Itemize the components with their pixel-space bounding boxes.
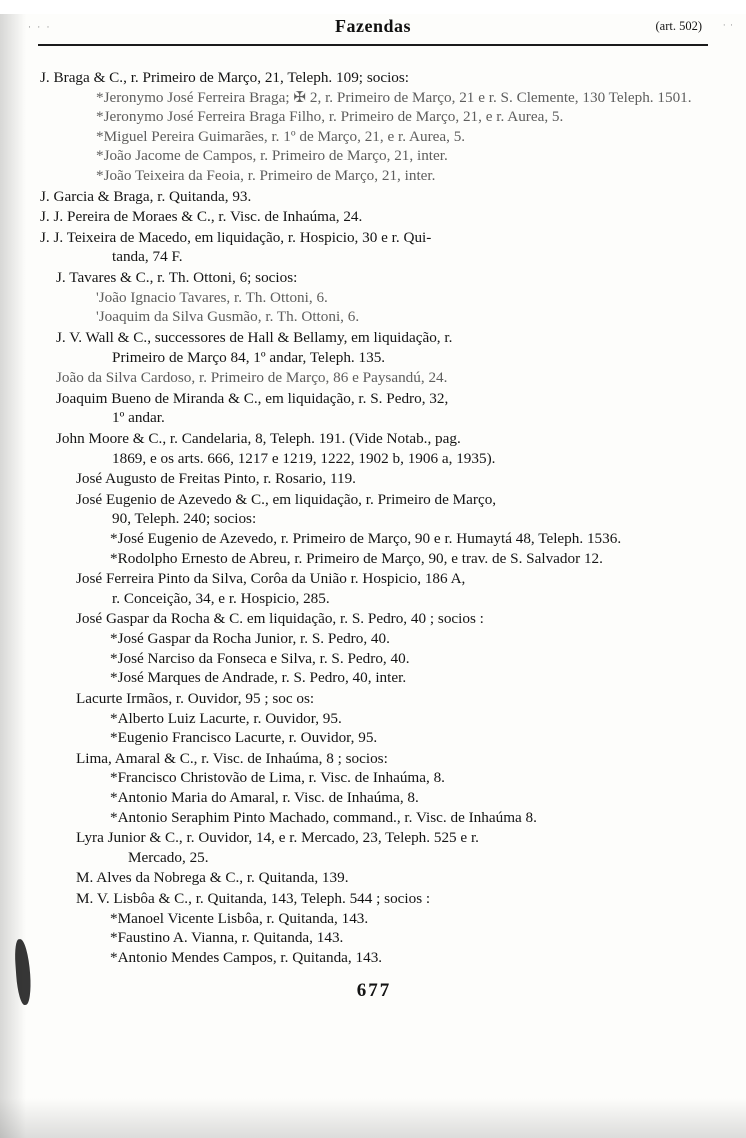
entry-subline: *José Narciso da Fonseca e Silva, r. S. Pedro, 40. bbox=[110, 649, 410, 667]
list-item bbox=[40, 889, 708, 967]
list-item bbox=[40, 689, 708, 748]
entry-line: João da Silva Cardoso, r. Primeiro de Março, 86 e Paysandú, 24. bbox=[56, 369, 448, 387]
entry-line: José Augusto de Freitas Pinto, r. Rosario, 119. bbox=[76, 470, 356, 488]
entry-subline: *Antonio Mendes Campos, r. Quitanda, 143. bbox=[110, 948, 383, 966]
entry-line: Lacurte Irmãos, r. Ouvidor, 95 ; soc os: bbox=[76, 689, 315, 707]
list-item bbox=[40, 207, 708, 227]
article-reference: (art. 502) bbox=[655, 19, 702, 33]
entry-line-continuation: 90, Teleph. 240; socios: bbox=[112, 510, 257, 528]
scan-edge-shadow-left bbox=[0, 14, 26, 1138]
entry-line-continuation: 1º andar. bbox=[112, 409, 165, 427]
entry-subline: 'Joaquim da Silva Gusmão, r. Th. Ottoni, 6. bbox=[96, 308, 360, 326]
page-number: 677 bbox=[356, 980, 392, 1002]
entry-subline: *João Teixeira da Feoia, r. Primeiro de Março, 21, inter. bbox=[96, 167, 436, 185]
list-item bbox=[40, 368, 708, 388]
entry-line: John Moore & C., r. Candelaria, 8, Teleph. 191. (Vide Notab., pag. bbox=[56, 429, 461, 447]
entry-subline: *Faustino A. Vianna, r. Quitanda, 143. bbox=[110, 929, 344, 947]
scan-edge-shadow-bottom bbox=[0, 1098, 746, 1138]
entry-subline: *Francisco Christovão de Lima, r. Visc. de Inhaúma, 8. bbox=[110, 769, 445, 787]
entry-line: M. Alves da Nobrega & C., r. Quitanda, 139. bbox=[76, 869, 349, 887]
list-item bbox=[40, 68, 708, 186]
entry-subline: *Antonio Seraphim Pinto Machado, command., r. Visc. de Inhaúma 8. bbox=[110, 808, 537, 826]
entry-line: José Ferreira Pinto da Silva, Corôa da União r. Hospicio, 186 A, bbox=[76, 570, 466, 588]
list-item bbox=[40, 268, 708, 327]
list-item bbox=[40, 749, 708, 827]
entry-line: J. Garcia & Braga, r. Quitanda, 93. bbox=[40, 187, 252, 205]
header-rule bbox=[38, 44, 708, 46]
list-item bbox=[40, 569, 708, 608]
entry-subline: *Manoel Vicente Lisbôa, r. Quitanda, 143. bbox=[110, 909, 369, 927]
list-item bbox=[40, 389, 708, 428]
list-item bbox=[40, 429, 708, 468]
entry-line: J. Braga & C., r. Primeiro de Março, 21, Teleph. 109; socios: bbox=[40, 69, 410, 86]
entry-subline: *Alberto Luiz Lacurte, r. Ouvidor, 95. bbox=[110, 709, 342, 727]
list-item bbox=[40, 228, 708, 267]
entry-line-continuation: Mercado, 25. bbox=[128, 848, 209, 866]
entry-subline: *Jeronymo José Ferreira Braga; ✠ 2, r. Primeiro de Março, 21 e r. S. Clemente, 130 Teleph. 1501. bbox=[96, 88, 692, 106]
entry-subline: *Miguel Pereira Guimarães, r. 1º de Março, 21, e r. Aurea, 5. bbox=[96, 127, 466, 145]
page-title: Fazendas bbox=[335, 16, 411, 36]
entry-line: J. J. Teixeira de Macedo, em liquidação, r. Hospicio, 30 e r. Qui- bbox=[40, 228, 432, 246]
list-item bbox=[40, 828, 708, 867]
entry-line-continuation: tanda, 74 F. bbox=[112, 248, 183, 266]
scan-artifact-blob bbox=[14, 939, 33, 1006]
entry-line: Lima, Amaral & C., r. Visc. de Inhaúma, 8 ; socios: bbox=[76, 749, 388, 767]
entry-subline: *José Marques de Andrade, r. S. Pedro, 40, inter. bbox=[110, 669, 407, 687]
entry-subline: *Jeronymo José Ferreira Braga Filho, r. Primeiro de Março, 21, e r. Aurea, 5. bbox=[96, 108, 564, 126]
list-item bbox=[40, 328, 708, 367]
entry-subline: *José Gaspar da Rocha Junior, r. S. Pedro, 40. bbox=[110, 630, 390, 648]
list-item bbox=[40, 609, 708, 687]
entry-line: Lyra Junior & C., r. Ouvidor, 14, e r. Mercado, 23, Teleph. 525 e r. bbox=[76, 829, 479, 847]
entry-subline: 'João Ignacio Tavares, r. Th. Ottoni, 6. bbox=[96, 288, 328, 306]
scan-marks-top-left: · · · bbox=[28, 22, 52, 32]
entry-subline: *Rodolpho Ernesto de Abreu, r. Primeiro de Março, 90, e trav. de S. Salvador 12. bbox=[110, 549, 603, 567]
list-item bbox=[40, 490, 708, 568]
entry-subline: *Antonio Maria do Amaral, r. Visc. de Inhaúma, 8. bbox=[110, 788, 419, 806]
entry-line: Joaquim Bueno de Miranda & C., em liquidação, r. S. Pedro, 32, bbox=[56, 389, 449, 407]
entry-line: J. V. Wall & C., successores de Hall & Bellamy, em liquidação, r. bbox=[56, 328, 453, 346]
entry-line: José Eugenio de Azevedo & C., em liquidação, r. Primeiro de Março, bbox=[76, 490, 497, 508]
entry-subline: *José Eugenio de Azevedo, r. Primeiro de Março, 90 e r. Humaytá 48, Teleph. 1536. bbox=[110, 530, 622, 548]
entry-line-continuation: 1869, e os arts. 666, 1217 e 1219, 1222, 1902 b, 1906 a, 1935). bbox=[112, 449, 496, 467]
entry-line: M. V. Lisbôa & C., r. Quitanda, 143, Teleph. 544 ; socios : bbox=[76, 889, 431, 907]
entry-subline: *Eugenio Francisco Lacurte, r. Ouvidor, 95. bbox=[110, 729, 378, 747]
entry-line: J. Tavares & C., r. Th. Ottoni, 6; socios: bbox=[56, 269, 298, 287]
entry-line: J. J. Pereira de Moraes & C., r. Visc. de Inhaúma, 24. bbox=[40, 208, 363, 226]
list-item bbox=[40, 187, 708, 207]
page-header bbox=[44, 14, 702, 60]
entry-line: José Gaspar da Rocha & C. em liquidação, r. S. Pedro, 40 ; socios : bbox=[76, 610, 484, 628]
scan-marks-top-right: · · bbox=[722, 20, 734, 30]
list-item bbox=[40, 868, 708, 888]
document-page bbox=[0, 14, 746, 1138]
directory-entries bbox=[40, 60, 708, 1004]
entry-line-continuation: r. Conceição, 34, e r. Hospicio, 285. bbox=[112, 589, 330, 607]
entry-line-continuation: Primeiro de Março 84, 1º andar, Teleph. 135. bbox=[112, 348, 386, 366]
list-item bbox=[40, 469, 708, 489]
entry-subline: *João Jacome de Campos, r. Primeiro de Março, 21, inter. bbox=[96, 147, 448, 165]
